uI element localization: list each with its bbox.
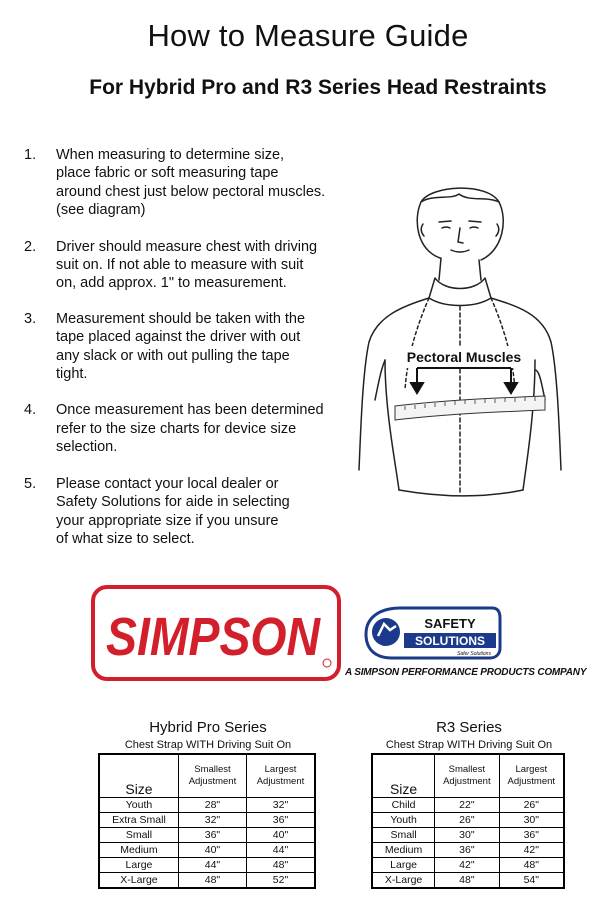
table-row [372,873,564,889]
table-row [99,813,315,828]
table-row [99,798,315,813]
table-cell: Medium [372,843,435,858]
r3-subtitle: Chest Strap WITH Driving Suit On [385,739,553,751]
table-row [99,843,315,858]
step-line: around chest just below pectoral muscles. [56,183,326,200]
column-header: Largest Adjustment [246,754,315,798]
table-cell: 32" [246,798,315,813]
table-header-row [372,754,564,798]
table-cell: X-Large [372,873,435,889]
table-cell: 48" [246,858,315,873]
table-cell: 22" [435,798,499,813]
step-item [24,238,364,293]
step-number: 2. [24,238,37,255]
table-cell: Youth [372,813,435,828]
column-header: Largest Adjustment [499,754,564,798]
table-row [99,858,315,873]
table-row [372,798,564,813]
step-item [24,475,364,549]
step-item [24,146,364,220]
page-subtitle: For Hybrid Pro and R3 Series Head Restraints [89,76,547,99]
step-line: on, add approx. 1" to measurement. [56,275,287,292]
table-cell: 26" [499,798,564,813]
step-item [24,401,364,456]
step-line: of what size to select. [56,530,195,547]
step-line: your appropriate size if you unsure [56,512,279,529]
simpson-logo [91,585,341,681]
step-line: Driver should measure chest with driving [56,238,318,255]
table-cell: 48" [435,873,499,889]
table-cell: 54" [499,873,564,889]
step-line: Once measurement has been determined [56,402,324,419]
table-header-row [99,754,315,798]
table-cell: Small [372,828,435,843]
pectoral-label: Pectoral Muscles [406,349,522,365]
step-line: any slack or with out pulling the tape [56,347,290,364]
step-number: 5. [24,475,37,492]
table-cell: 36" [435,843,499,858]
hybrid-pro-table [98,753,316,889]
table-cell: 28" [178,798,246,813]
table-cell: Medium [99,843,178,858]
page-title: How to Measure Guide [147,18,469,53]
step-number: 3. [24,310,37,327]
column-header: Size [99,754,178,798]
hybrid-pro-subtitle: Chest Strap WITH Driving Suit On [124,739,292,751]
step-line: tape placed against the driver with out [56,329,301,346]
table-cell: 26" [435,813,499,828]
table-cell: 32" [178,813,246,828]
step-line: Measurement should be taken with the [56,310,306,327]
step-item [24,310,364,384]
table-cell: Youth [99,798,178,813]
step-line: place fabric or soft measuring tape [56,165,279,182]
table-row [372,828,564,843]
step-line: refer to the size charts for device size [56,420,297,437]
table-cell: Small [99,828,178,843]
simpson-wordmark: SIMPSON [106,607,321,667]
hybrid-pro-chart [98,719,318,889]
solutions-text: SOLUTIONS [414,634,486,648]
safety-solutions-logo [362,604,502,662]
safety-text: SAFETY [424,616,476,631]
hybrid-pro-title: Hybrid Pro Series [149,719,267,736]
safer-solutions-text: Safer Solutions [457,651,491,657]
driver-diagram [355,180,565,500]
table-cell: 48" [499,858,564,873]
step-line: Please contact your local dealer or [56,475,279,492]
table-row [99,828,315,843]
step-number: 4. [24,402,37,419]
step-line: selection. [56,439,118,456]
column-header: Smallest Adjustment [178,754,246,798]
r3-table [371,753,565,889]
table-cell: 36" [246,813,315,828]
step-line: suit on. If not able to measure with suit [56,257,304,274]
measurement-steps [24,146,364,566]
step-line: (see diagram) [56,202,146,219]
step-number: 1. [24,147,37,163]
table-cell: 30" [499,813,564,828]
r3-chart [371,719,567,889]
r3-title: R3 Series [436,719,502,736]
step-line: When measuring to determine size, [56,147,285,163]
table-row [99,873,315,889]
table-cell: 44" [178,858,246,873]
step-line: tight. [56,366,88,383]
table-cell: Extra Small [99,813,178,828]
step-line: Safety Solutions for aide in selecting [56,494,290,511]
table-cell: 52" [246,873,315,889]
table-cell: 30" [435,828,499,843]
table-row [372,843,564,858]
table-cell: 36" [178,828,246,843]
table-cell: 36" [499,828,564,843]
company-tagline: A SIMPSON PERFORMANCE PRODUCTS COMPANY [345,667,587,678]
table-cell: 40" [178,843,246,858]
table-cell: 44" [246,843,315,858]
table-cell: Large [99,858,178,873]
column-header: Smallest Adjustment [435,754,499,798]
table-cell: 42" [499,843,564,858]
table-cell: 40" [246,828,315,843]
table-row [372,813,564,828]
table-cell: Large [372,858,435,873]
table-cell: Child [372,798,435,813]
table-cell: 48" [178,873,246,889]
column-header: Size [372,754,435,798]
table-row [372,858,564,873]
table-cell: 42" [435,858,499,873]
table-cell: X-Large [99,873,178,889]
